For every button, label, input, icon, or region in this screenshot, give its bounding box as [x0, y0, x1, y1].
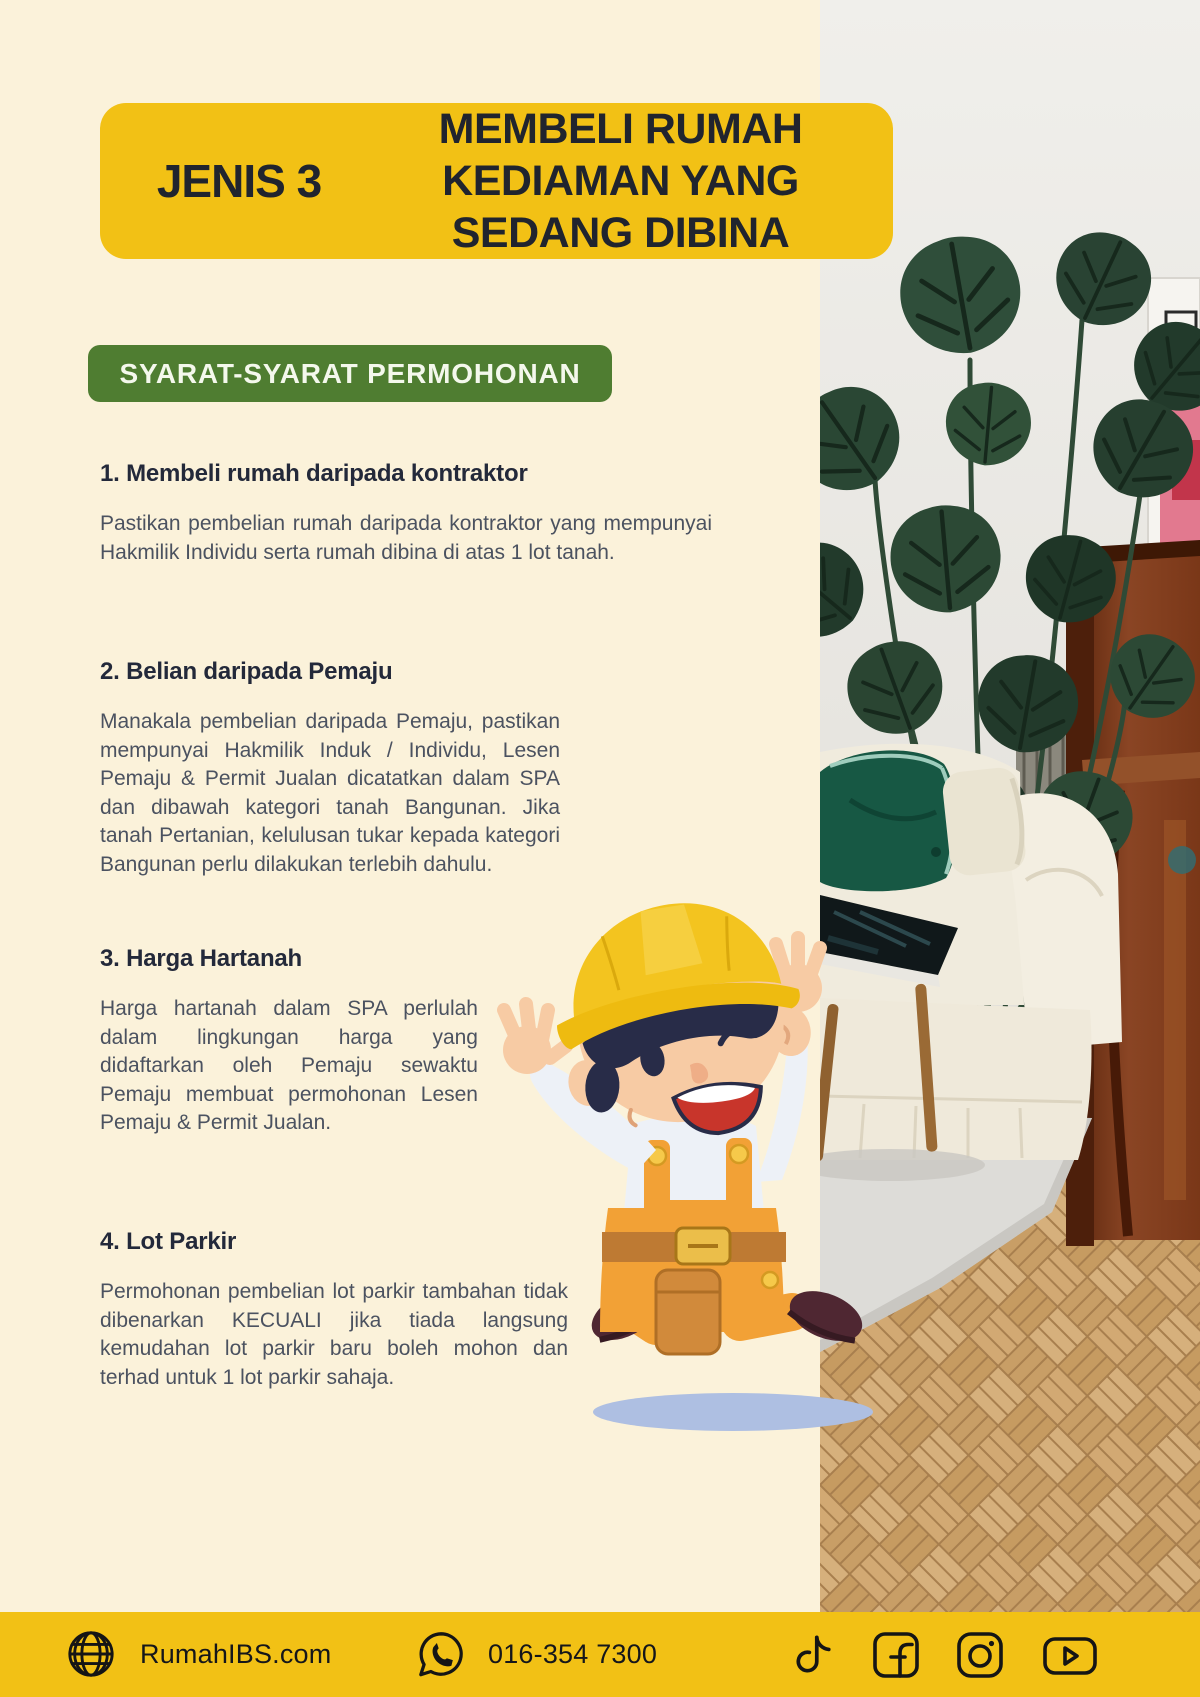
section-2-heading: 2. Belian daripada Pemaju: [100, 658, 393, 685]
section-1: [100, 460, 712, 567]
phone-text: 016-354 7300: [488, 1638, 658, 1669]
title-line-3: SEDANG DIBINA: [451, 209, 790, 257]
whatsapp-icon: [416, 1629, 466, 1679]
title-line-2: KEDIAMAN YANG: [442, 157, 799, 205]
phone-contact[interactable]: [416, 1629, 657, 1679]
tiktok-icon[interactable]: [790, 1631, 838, 1679]
character-shadow: [593, 1393, 873, 1431]
badge-label: JENIS 3: [156, 155, 322, 207]
section-1-body: Pastikan pembelian rumah daripada kontraktor yang mempunyai Hakmilik Individu serta rumah dibina di atas 1 lot tanah.: [100, 512, 712, 564]
section-3-body: Harga hartanah dalam SPA perlulah dalam lingkungan harga yang didaftarkan oleh Pemaju sewaktu Pemaju membuat permohonan Lesen Pemaju & Permit Jualan.: [100, 997, 478, 1134]
section-4-body: Permohonan pembelian lot parkir tambahan tidak dibenarkan KECUALI jika tiada langsung kemudahan lot parkir baru boleh mohon dan terhad untuk 1 lot parkir sahaja.: [100, 1280, 568, 1389]
facebook-icon[interactable]: [872, 1631, 920, 1679]
cream-pillow: [941, 766, 1027, 877]
page-title: [378, 103, 893, 259]
header-badge: [100, 103, 893, 259]
banner-label: SYARAT-SYARAT PERMOHONAN: [119, 357, 581, 389]
footer-bar: [0, 1612, 1200, 1697]
requirements-banner: [88, 345, 612, 402]
construction-worker-character: [440, 780, 880, 1440]
instagram-icon[interactable]: [956, 1631, 1004, 1679]
right-boot: [783, 1281, 870, 1350]
website-text: RumahIBS.com: [140, 1638, 332, 1669]
globe-icon: [66, 1629, 116, 1679]
title-line-1: MEMBELI RUMAH: [438, 105, 803, 153]
website-link[interactable]: [66, 1629, 331, 1679]
tool-pouch: [656, 1270, 720, 1354]
section-3-heading: 3. Harga Hartanah: [100, 945, 303, 972]
section-4-heading: 4. Lot Parkir: [100, 1228, 237, 1255]
youtube-icon[interactable]: [1042, 1631, 1098, 1679]
section-3: [100, 945, 478, 1138]
section-2-body: Manakala pembelian daripada Pemaju, pastikan mempunyai Hakmilik Induk / Individu, Lesen Pemaju & Permit Jualan dicatatkan dalam SPA dan dibawah kategori tanah Bangunan. Jika tanah Pertanian, kelulusan tukar kepada kategori Bangunan perlu dilakukan terlebih dahulu.: [100, 708, 712, 879]
section-1-heading: 1. Membeli rumah daripada kontraktor: [100, 460, 528, 487]
